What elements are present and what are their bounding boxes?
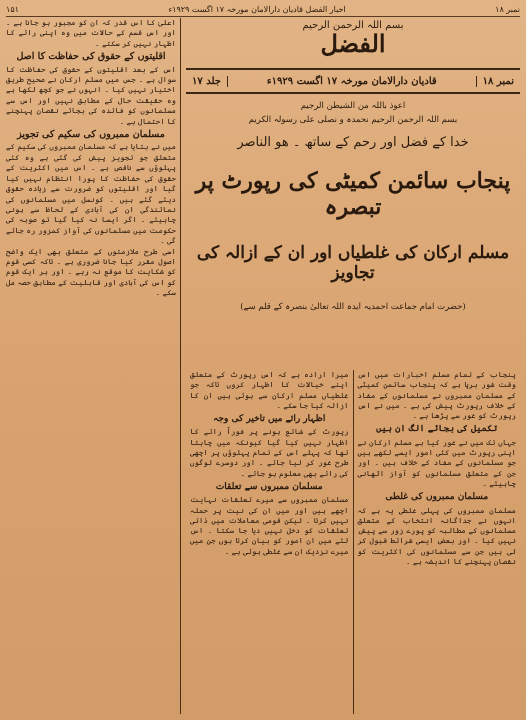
body-heading: اظہار رائے میں تاخیر کی وجہ bbox=[213, 414, 326, 425]
issue-volume: جلد ۱۷ bbox=[192, 75, 221, 87]
left-paragraph: میں نے بتایا ہے کہ مسلمان ممبروں کی سکیم کے متعلق جو تجویز پیش کی گئی ہے وہ کئی پہلوؤں سے ناقص ہے ۔ اس میں اکثریت کے حقوق کی حفاظت کا پورا انتظام نہیں کیا گیا اور اقلیتوں کو ضرورت سے زیادہ حقوق دیئے گئے ہیں ۔ کونسل میں مسلمانوں کی نمائندگی ان کی آبادی کے لحاظ سے ہونی چاہیئے ۔ اگر ایسا نہ کیا گیا تو صوبہ کی حکومت میں مسلمانوں کی آواز کمزور رہ جائے گی ۔ bbox=[6, 142, 176, 246]
article-body bbox=[186, 370, 520, 714]
header-issue: نمبر ۱۸ bbox=[495, 5, 520, 14]
newspaper-title: الفضل bbox=[320, 29, 386, 58]
bismillah: بسم اللہ الرحمن الرحیم bbox=[302, 20, 404, 31]
column-divider bbox=[180, 18, 181, 714]
body-paragraph: پنجاب کے تمام مسلم اخبارات میں اس وقت شور برپا ہے کہ پنجاب سائمن کمیٹی کے مسلمان ممبروں نے مسلمانوں کے مفاد کے خلاف رپورٹ پیش کی ہے ۔ میں نے اس رپورٹ کو غور سے پڑھا ہے ۔ bbox=[357, 370, 516, 421]
issue-info-bar bbox=[186, 68, 520, 94]
opening-line: بسم اللہ الرحمن الرحیم نحمدہ و نصلی علی رسولہ الکریم bbox=[248, 115, 458, 125]
issue-place-date: قادیان دارالامان مورخہ ۱۷ اگست ۱۹۲۹ء bbox=[227, 76, 477, 87]
issue-number: نمبر ۱۸ bbox=[482, 75, 514, 87]
left-heading: مسلمان ممبروں کی سکیم کی تجویز bbox=[17, 129, 165, 141]
opening-line: خدا کے فضل اور رحم کے ساتھ ۔ ھو الناصر bbox=[237, 135, 469, 150]
body-heading: تکمیل کی بجائے الگ ان ہیں bbox=[376, 424, 498, 435]
body-paragraph: مسلمان ممبروں کی پہلی غلطی یہ ہے کہ انہوں نے جداگانہ انتخاب کے متعلق مسلمانوں کے مطالبہ کو پورے زور سے پیش نہیں کیا ۔ اور بعض ایسی شرائط قبول کر لی ہیں جن سے مسلمانوں کی اکثریت کو نقصان پہنچنے کا اندیشہ ہے ۔ bbox=[357, 505, 516, 567]
left-column bbox=[6, 18, 176, 714]
left-paragraph: اسی طرح ملازمتوں کے متعلق بھی ایک واضح اصول مقرر کیا جانا ضروری ہے ۔ تاکہ کسی قوم کو شکایت کا موقع نہ رہے ۔ اور ہر ایک قوم کو اس کی آبادی اور قابلیت کے مطابق حصہ مل سکے ۔ bbox=[6, 246, 176, 298]
left-paragraph: اعلیٰ کا اس قدر کہ ان کو مجبور ہو جانا ہے ۔ اور اس قسم کے حالات میں وہ اپنی رائے کا اظہار نہیں کر سکتے ۔ bbox=[6, 18, 176, 48]
lead-article-header bbox=[186, 94, 520, 364]
body-paragraph: میرا ارادہ ہے کہ اس رپورٹ کے متعلق اپنے خیالات کا اظہار کروں تاکہ جو غلطیاں مسلم ارکان سے ہوئی ہیں ان کا ازالہ کیا جا سکے ۔ bbox=[190, 370, 349, 410]
byline: (حضرت امام جماعت احمدیہ ایدہ اللہ تعالیٰ بنصرہ کے قلم سے) bbox=[240, 302, 466, 312]
body-heading: مسلمان ممبروں کی غلطی bbox=[385, 492, 489, 503]
header-strip bbox=[6, 3, 520, 17]
body-paragraph: جہاں تک میں نے غور کیا ہے مسلم ارکان نے اپنی رپورٹ میں کئی امور ایسے لکھے ہیں جو مسلمانوں کے مفاد کے خلاف ہیں ۔ اور جن کے متعلق مسلمانوں کو آواز اٹھانی چاہیئے ۔ bbox=[357, 437, 516, 488]
body-column-right bbox=[354, 370, 521, 714]
headline: پنجاب سائمن کمیٹی کی رپورٹ پر تبصرہ bbox=[195, 168, 511, 220]
opening-line: اعوذ باللہ من الشیطن الرجیم bbox=[300, 101, 406, 111]
body-paragraph: مسلمان ممبروں سے میرے تعلقات نہایت اچھے ہیں اور میں ان کی نیت پر حملہ نہیں کرتا ۔ لیکن قومی معاملات میں ذاتی تعلقات کو دخل نہیں دیا جا سکتا ۔ اس لئے میں ان امور کو بیان کرتا ہوں جن میں میرے نزدیک ان سے غلطی ہوئی ہے ۔ bbox=[190, 495, 349, 556]
body-column-left bbox=[186, 370, 354, 714]
header-date: اخبار الفضل قادیان دارالامان مورخہ ۱۷ اگست ۱۹۲۹ء bbox=[168, 5, 346, 14]
body-paragraph: رپورٹ کے شائع ہونے پر فوراً رائے کا اظہار نہیں کیا گیا کیونکہ میں چاہتا تھا کہ پہلے اس کے تمام پہلوؤں پر اچھی طرح غور کر لیا جائے ۔ اور دوسرے لوگوں کی رائے بھی معلوم ہو جائے ۔ bbox=[190, 427, 349, 478]
subheadline: مسلم ارکان کی غلطیاں اور ان کے ازالہ کی تجاویز bbox=[196, 243, 510, 283]
body-heading: مسلمان ممبروں سے تعلقات bbox=[215, 481, 323, 492]
left-paragraph: اس کے بعد اقلیتوں کے حقوق کی حفاظت کا سوال ہے ۔ جس میں مسلم ارکان نے صحیح طریق اختیار نہیں کیا ۔ انہوں نے جو کچھ لکھا ہے وہ حقیقت حال کے مطابق نہیں اور اس سے مسلمانوں کو فائدہ کی بجائے نقصان پہنچنے کا احتمال ہے ۔ bbox=[6, 64, 176, 126]
header-page-number: ۱۵۱ bbox=[6, 5, 19, 14]
left-heading: اقلیتوں کے حقوق کی حفاظت کا اصل bbox=[16, 51, 166, 63]
masthead bbox=[186, 20, 520, 64]
